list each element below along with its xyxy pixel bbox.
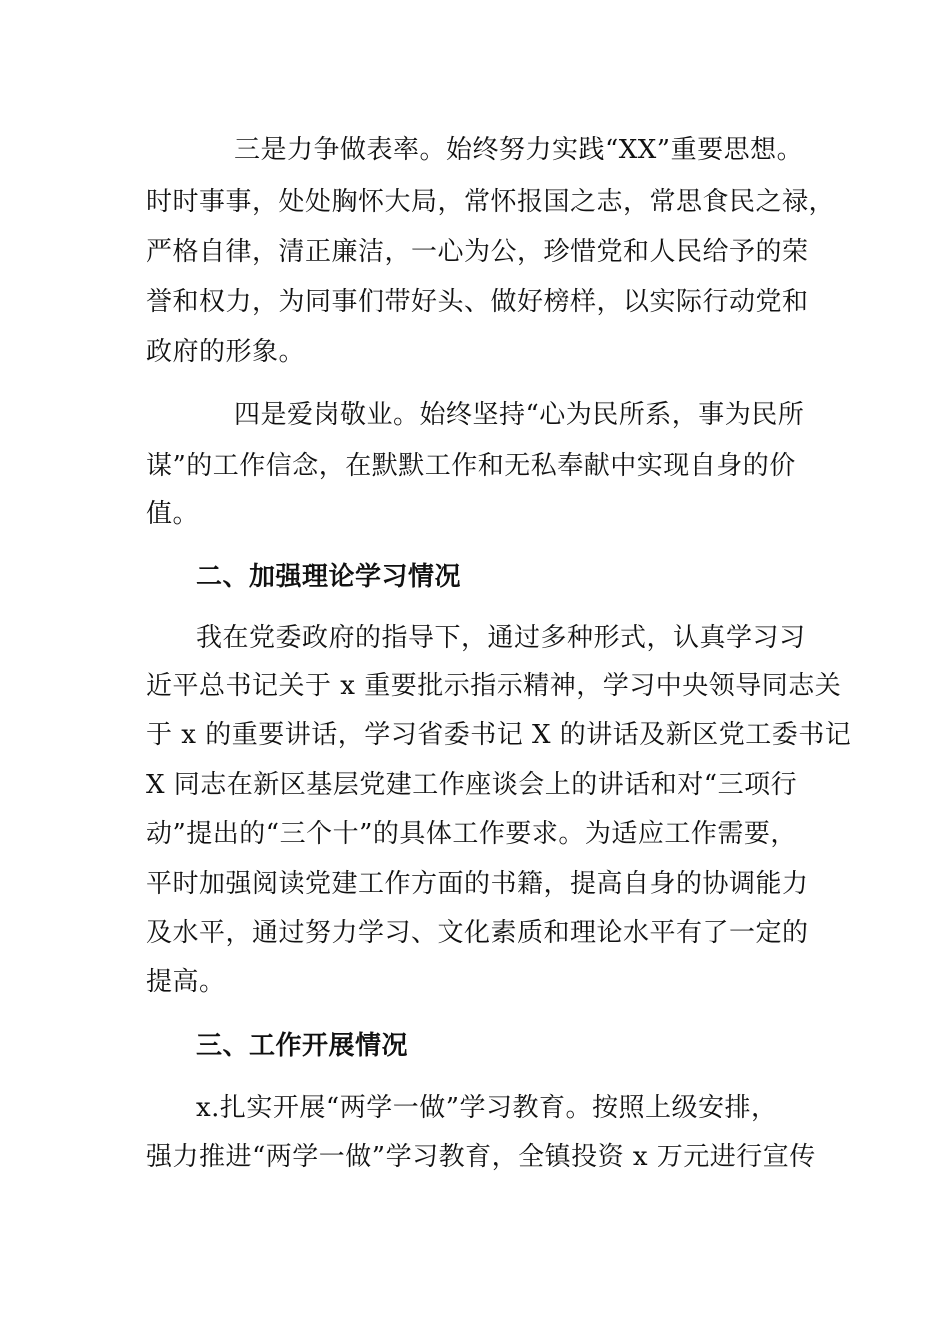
paragraph-line: 平时加强阅读党建工作方面的书籍，提高自身的协调能力: [146, 869, 809, 899]
paragraph-line: 及水平，通过努力学习、文化素质和理论水平有了一定的: [146, 918, 809, 948]
paragraph-line: 提高。: [146, 967, 226, 997]
paragraph-line: 近平总书记关于 x 重要批示指示精神，学习中央领导同志关: [146, 671, 842, 701]
paragraph-line: 政府的形象。: [146, 337, 306, 367]
paragraph-line: 我在党委政府的指导下，通过多种形式，认真学习习: [196, 623, 806, 653]
paragraph-line: X 同志在新区基层党建工作座谈会上的讲话和对“三项行: [146, 770, 798, 800]
paragraph-line: 严格自律，清正廉洁，一心为公，珍惜党和人民给予的荣: [146, 237, 809, 267]
paragraph-line: 强力推进“两学一做”学习教育，全镇投资 x 万元进行宣传: [146, 1142, 816, 1172]
paragraph-line: x.扎实开展“两学一做”学习教育。按照上级安排，: [196, 1093, 778, 1123]
paragraph-line: 誉和权力，为同事们带好头、做好榜样，以实际行动党和: [146, 287, 809, 317]
section-heading-two: 二、加强理论学习情况: [196, 562, 462, 592]
paragraph-line: 值。: [146, 499, 200, 529]
paragraph-line: 三是力争做表率。始终努力实践“XX”重要思想。: [234, 135, 804, 165]
paragraph-line: 动”提出的“三个十”的具体工作要求。为适应工作需要，: [146, 819, 797, 849]
paragraph-line: 于 x 的重要讲话，学习省委书记 X 的讲话及新区党工委书记: [146, 720, 852, 750]
section-heading-three: 三、工作开展情况: [196, 1031, 409, 1061]
paragraph-line: 四是爱岗敬业。始终坚持“心为民所系，事为民所: [234, 400, 805, 430]
paragraph-line: 谋”的工作信念，在默默工作和无私奉献中实现自身的价: [146, 451, 796, 481]
paragraph-line: 时时事事，处处胸怀大局，常怀报国之志，常思食民之禄，: [146, 187, 836, 217]
